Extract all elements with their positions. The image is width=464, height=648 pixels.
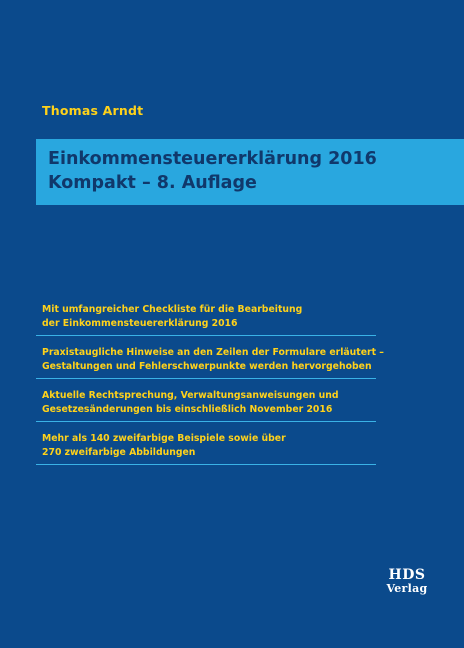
title-line-1: Einkommensteuererklärung 2016 xyxy=(48,149,377,169)
feature-text: der Einkommensteuererklärung 2016 xyxy=(42,317,238,329)
feature-text: Gesetzesänderungen bis einschließlich November 2016 xyxy=(42,403,333,415)
feature-text: Mit umfangreicher Checkliste für die Bearbeitung xyxy=(42,304,303,315)
feature-item xyxy=(36,342,384,379)
book-title xyxy=(48,147,377,195)
publisher-logo-bottom: Verlag xyxy=(386,582,428,595)
feature-item xyxy=(36,385,376,422)
feature-item xyxy=(36,428,376,465)
feature-text: Aktuelle Rechtsprechung, Verwaltungsanweisungen und xyxy=(42,390,339,401)
feature-item xyxy=(36,299,376,336)
publisher-logo-top: HDS xyxy=(388,567,426,583)
feature-list xyxy=(36,299,384,471)
author-name: Thomas Arndt xyxy=(42,103,144,118)
title-line-2: Kompakt – 8. Auflage xyxy=(48,173,257,193)
title-band xyxy=(36,139,464,205)
feature-text: Mehr als 140 zweifarbige Beispiele sowie über xyxy=(42,433,286,444)
feature-text: Praxistaugliche Hinweise an den Zeilen der Formulare erläutert – xyxy=(42,347,384,358)
feature-text: 270 zweifarbige Abbildungen xyxy=(42,446,196,458)
publisher-logo xyxy=(384,568,430,595)
feature-text: Gestaltungen und Fehlerschwerpunkte werden hervorgehoben xyxy=(42,360,372,372)
